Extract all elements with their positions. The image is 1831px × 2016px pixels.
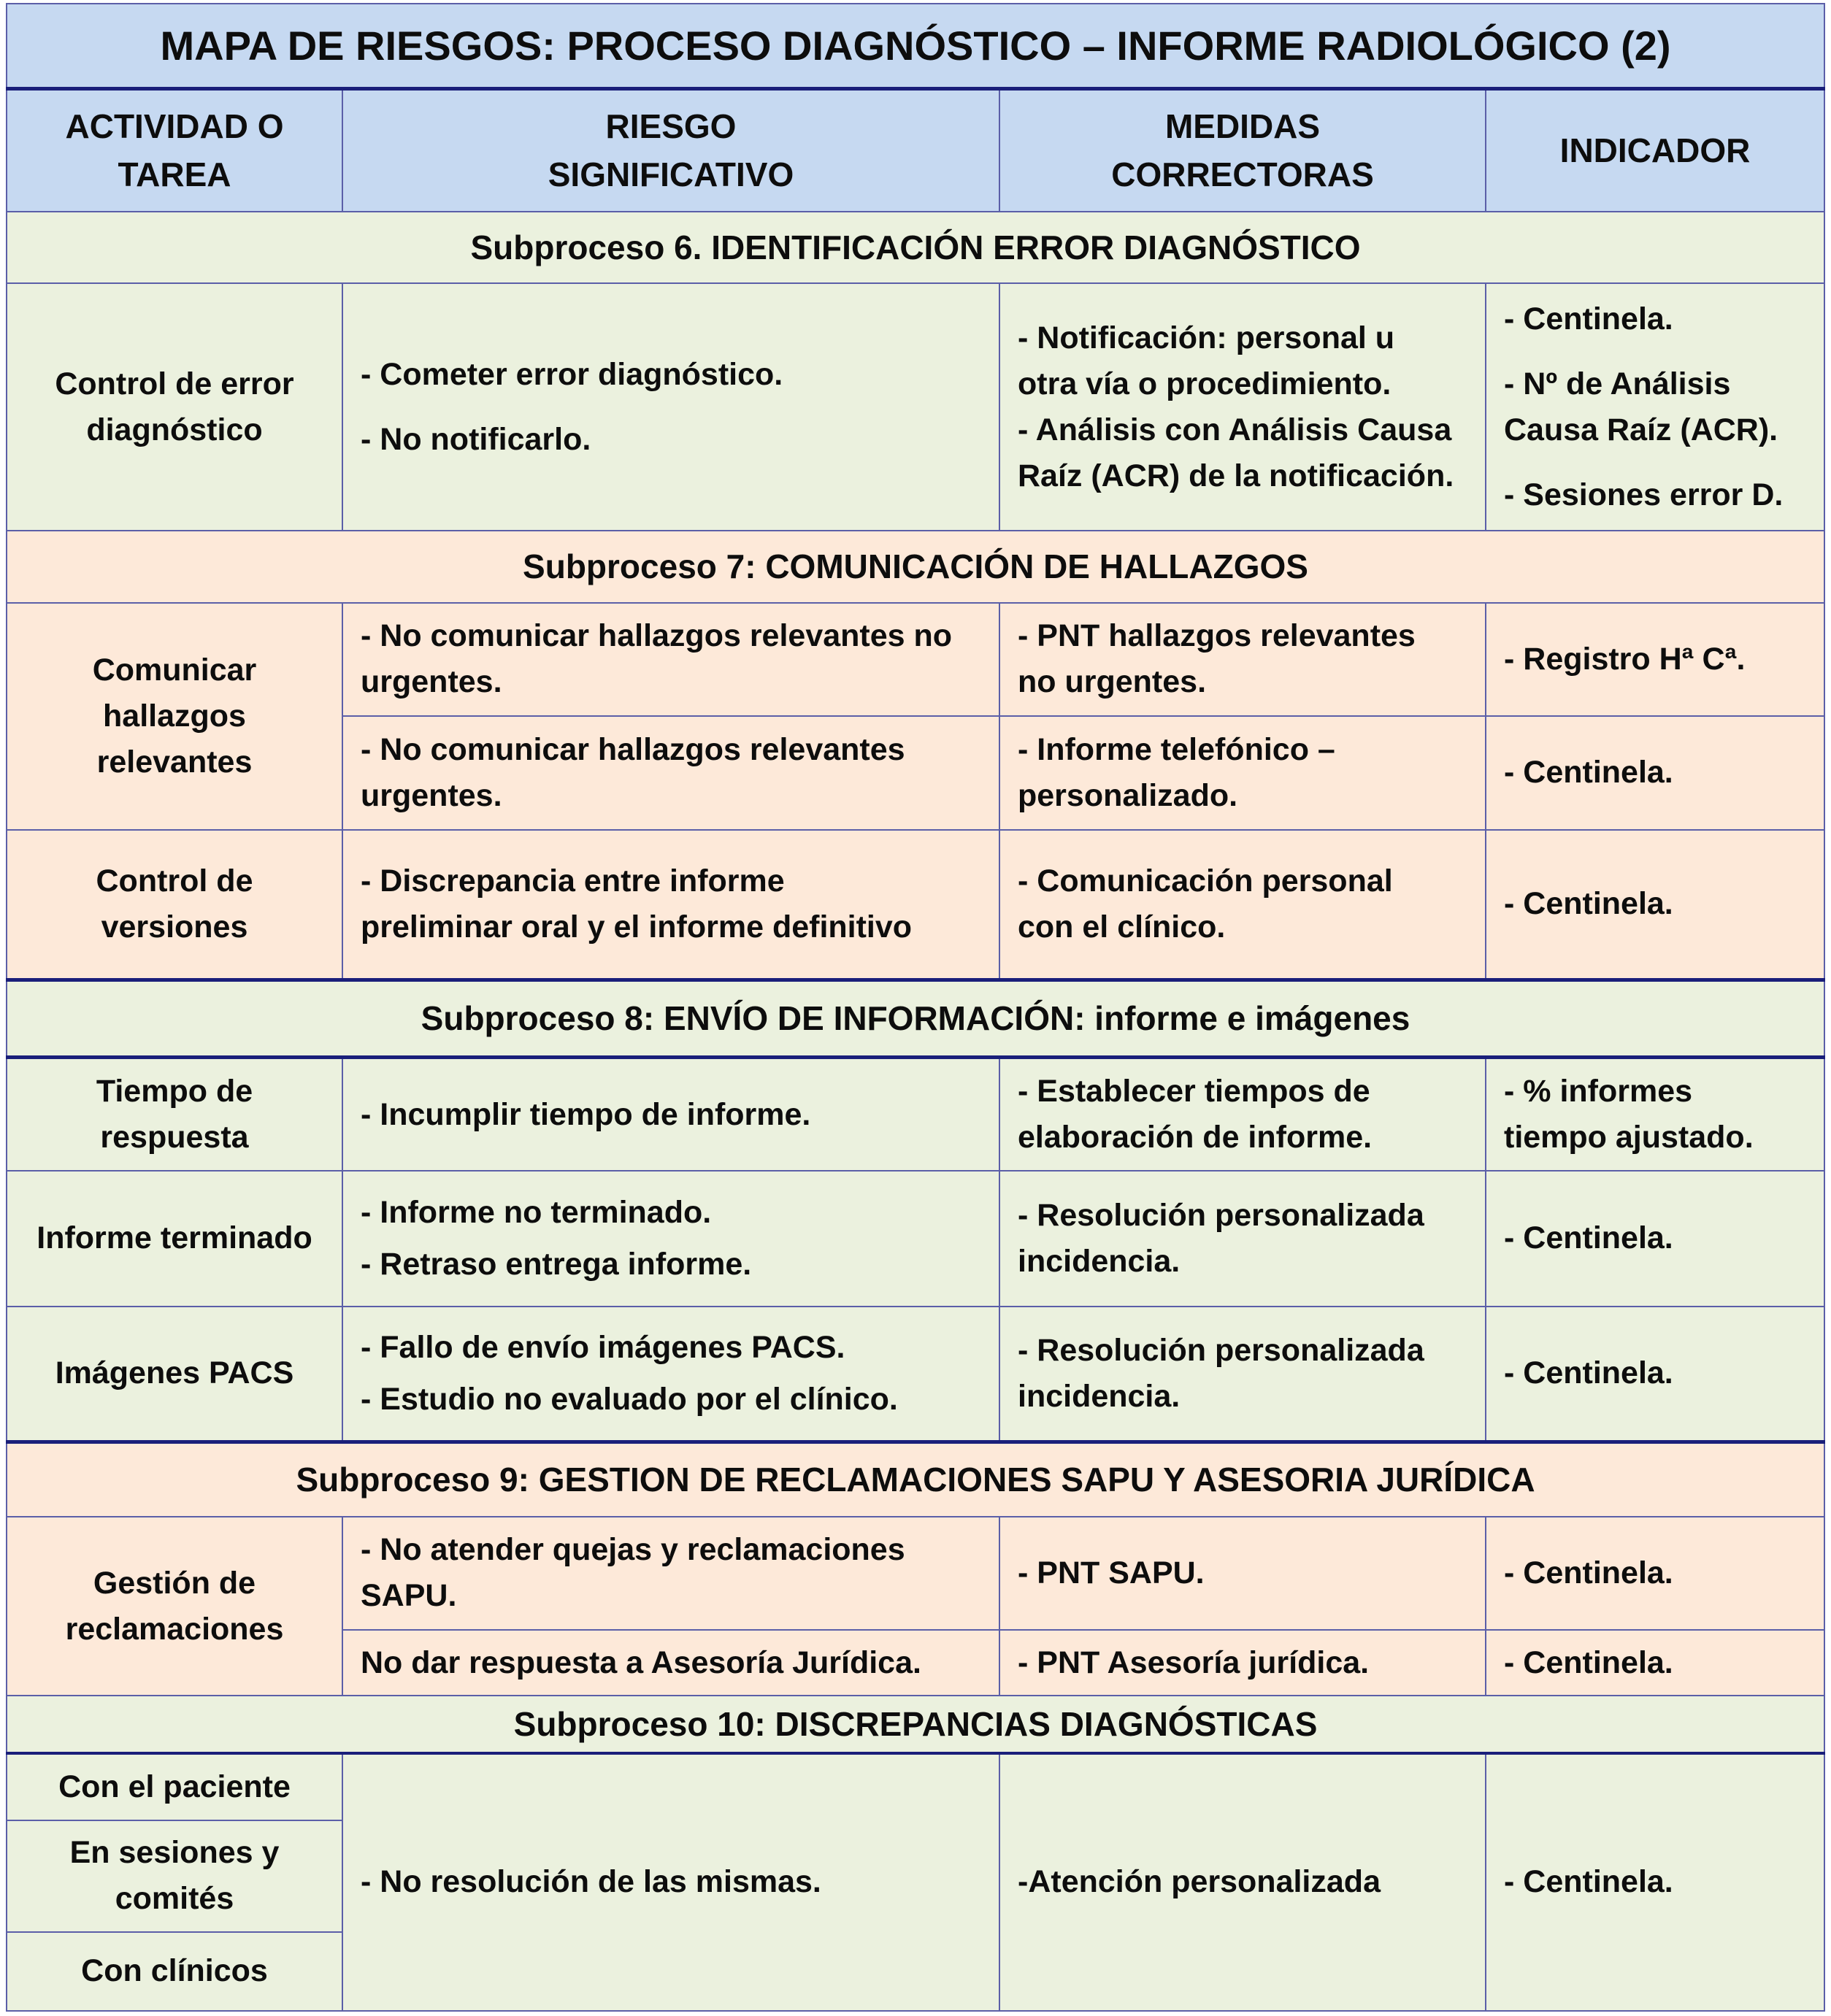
activity-cell: Con el paciente	[7, 1753, 342, 1820]
risk-cell: No dar respuesta a Asesoría Jurídica.	[342, 1630, 999, 1696]
measures-cell: - Notificación: personal u otra vía o procedimiento. - Análisis con Análisis Causa Raíz (ACR) de la notificación.	[999, 283, 1486, 531]
indicator-cell: - Centinela.	[1486, 1307, 1824, 1442]
table-row	[7, 603, 1824, 717]
risk-cell: - No atender quejas y reclamaciones SAPU.	[342, 1517, 999, 1631]
activity-cell: Con clínicos	[7, 1932, 342, 2012]
table-row	[7, 1058, 1824, 1171]
subprocess-9-title: Subproceso 9: GESTION DE RECLAMACIONES SAPU Y ASESORIA JURÍDICA	[7, 1442, 1824, 1516]
activity-cell: Tiempo de respuesta	[7, 1058, 342, 1171]
indicator-cell: - Registro Hª Cª.	[1486, 603, 1824, 717]
measures-cell: - Establecer tiempos de elaboración de informe.	[999, 1058, 1486, 1171]
measures-cell: - Informe telefónico – personalizado.	[999, 716, 1486, 830]
measures-cell: - Resolución personalizada incidencia.	[999, 1171, 1486, 1307]
risk-map-table	[6, 3, 1825, 2012]
risk-cell: - No comunicar hallazgos relevantes urgentes.	[342, 716, 999, 830]
risk-cell: - Incumplir tiempo de informe.	[342, 1058, 999, 1171]
table-row	[7, 1517, 1824, 1631]
activity-cell: Control de versiones	[7, 830, 342, 980]
page-title: MAPA DE RIESGOS: PROCESO DIAGNÓSTICO – INFORME RADIOLÓGICO (2)	[7, 4, 1824, 88]
activity-cell: Control de error diagnóstico	[7, 283, 342, 531]
measures-cell: - PNT Asesoría jurídica.	[999, 1630, 1486, 1696]
risk-cell: - Cometer error diagnóstico. - No notificarlo.	[342, 283, 999, 531]
risk-cell: - Informe no terminado. - Retraso entrega informe.	[342, 1171, 999, 1307]
header-row	[7, 88, 1824, 212]
activity-cell: Informe terminado	[7, 1171, 342, 1307]
indicator-cell: - Centinela. - Nº de Análisis Causa Raíz (ACR). - Sesiones error D.	[1486, 283, 1824, 531]
indicator-cell: - Centinela.	[1486, 1171, 1824, 1307]
measures-cell: - PNT hallazgos relevantes no urgentes.	[999, 603, 1486, 717]
indicator-cell: - Centinela.	[1486, 1753, 1824, 2011]
indicator-cell: - Centinela.	[1486, 1517, 1824, 1631]
measures-cell: - Comunicación personal con el clínico.	[999, 830, 1486, 980]
indicator-cell: - % informes tiempo ajustado.	[1486, 1058, 1824, 1171]
measures-cell: - PNT SAPU.	[999, 1517, 1486, 1631]
measures-cell: -Atención personalizada	[999, 1753, 1486, 2011]
subprocess-6-title: Subproceso 6. IDENTIFICACIÓN ERROR DIAGNÓSTICO	[7, 212, 1824, 283]
risk-cell: - No resolución de las mismas.	[342, 1753, 999, 2011]
header-indicator: INDICADOR	[1486, 88, 1824, 212]
header-activity: ACTIVIDAD O TAREA	[7, 88, 342, 212]
table-row	[7, 1307, 1824, 1442]
activity-cell: En sesiones y comités	[7, 1820, 342, 1931]
table-row	[7, 1171, 1824, 1307]
indicator-cell: - Centinela.	[1486, 1630, 1824, 1696]
activity-cell: Gestión de reclamaciones	[7, 1517, 342, 1696]
activity-cell: Comunicar hallazgos relevantes	[7, 603, 342, 830]
table-row	[7, 283, 1824, 531]
risk-cell: - Fallo de envío imágenes PACS. - Estudio no evaluado por el clínico.	[342, 1307, 999, 1442]
indicator-cell: - Centinela.	[1486, 716, 1824, 830]
risk-cell: - No comunicar hallazgos relevantes no urgentes.	[342, 603, 999, 717]
subprocess-8-title: Subproceso 8: ENVÍO DE INFORMACIÓN: informe e imágenes	[7, 980, 1824, 1057]
table-row	[7, 1753, 1824, 1820]
activity-cell: Imágenes PACS	[7, 1307, 342, 1442]
table-row	[7, 830, 1824, 980]
measures-cell: - Resolución personalizada incidencia.	[999, 1307, 1486, 1442]
risk-cell: - Discrepancia entre informe preliminar oral y el informe definitivo	[342, 830, 999, 980]
indicator-cell: - Centinela.	[1486, 830, 1824, 980]
header-risk: RIESGO SIGNIFICATIVO	[342, 88, 999, 212]
header-measures: MEDIDAS CORRECTORAS	[999, 88, 1486, 212]
subprocess-7-title: Subproceso 7: COMUNICACIÓN DE HALLAZGOS	[7, 531, 1824, 602]
subprocess-10-title: Subproceso 10: DISCREPANCIAS DIAGNÓSTICAS	[7, 1696, 1824, 1753]
